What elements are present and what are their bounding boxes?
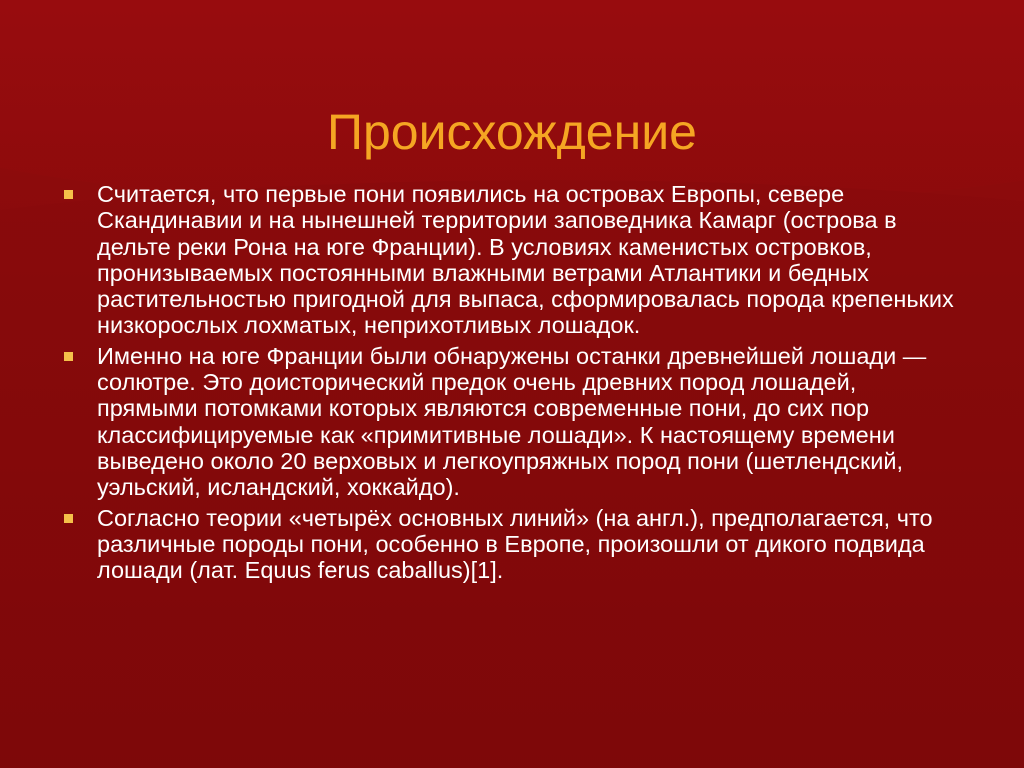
bullet-text-2: Именно на юге Франции были обнаружены останки древнейшей лошади — солютре. Это доисторический предок очень древних пород лошадей, прямыми потомками которых являются современные пони, до сих пор классифицируемые как «примитивные лошади». К настоящему времени выведено около 20 верховых и легкоупряжных пород пони (шетлендский, уэльский, исландский, хоккайдо). <box>97 342 927 501</box>
square-bullet-icon <box>64 514 73 523</box>
bullet-text-1: Считается, что первые пони появились на островах Европы, севере Скандинавии и на нынешней территории заповедника Камарг (острова в дельте реки Рона на юге Франции). В условиях каменистых островков, пронизываемых постоянными влажными ветрами Атлантики и бедных растительностью пригодной для выпаса, сформировалась порода крепеньких низкорослых лохматых, неприхотливых лошадок. <box>97 181 954 339</box>
square-bullet-icon <box>64 190 73 199</box>
bullet-item-3 <box>60 505 960 584</box>
bullet-item-1 <box>60 181 960 339</box>
bullet-item-2 <box>60 343 960 501</box>
bullet-list <box>60 181 960 587</box>
slide-title: Происхождение <box>327 103 697 160</box>
bullet-text-3: Согласно теории «четырёх основных линий» (на англ.), предполагается, что различные породы пони, особенно в Европе, произошли от дикого подвида лошади (лат. Equus ferus caballus)[1]. <box>97 504 933 584</box>
square-bullet-icon <box>64 352 73 361</box>
